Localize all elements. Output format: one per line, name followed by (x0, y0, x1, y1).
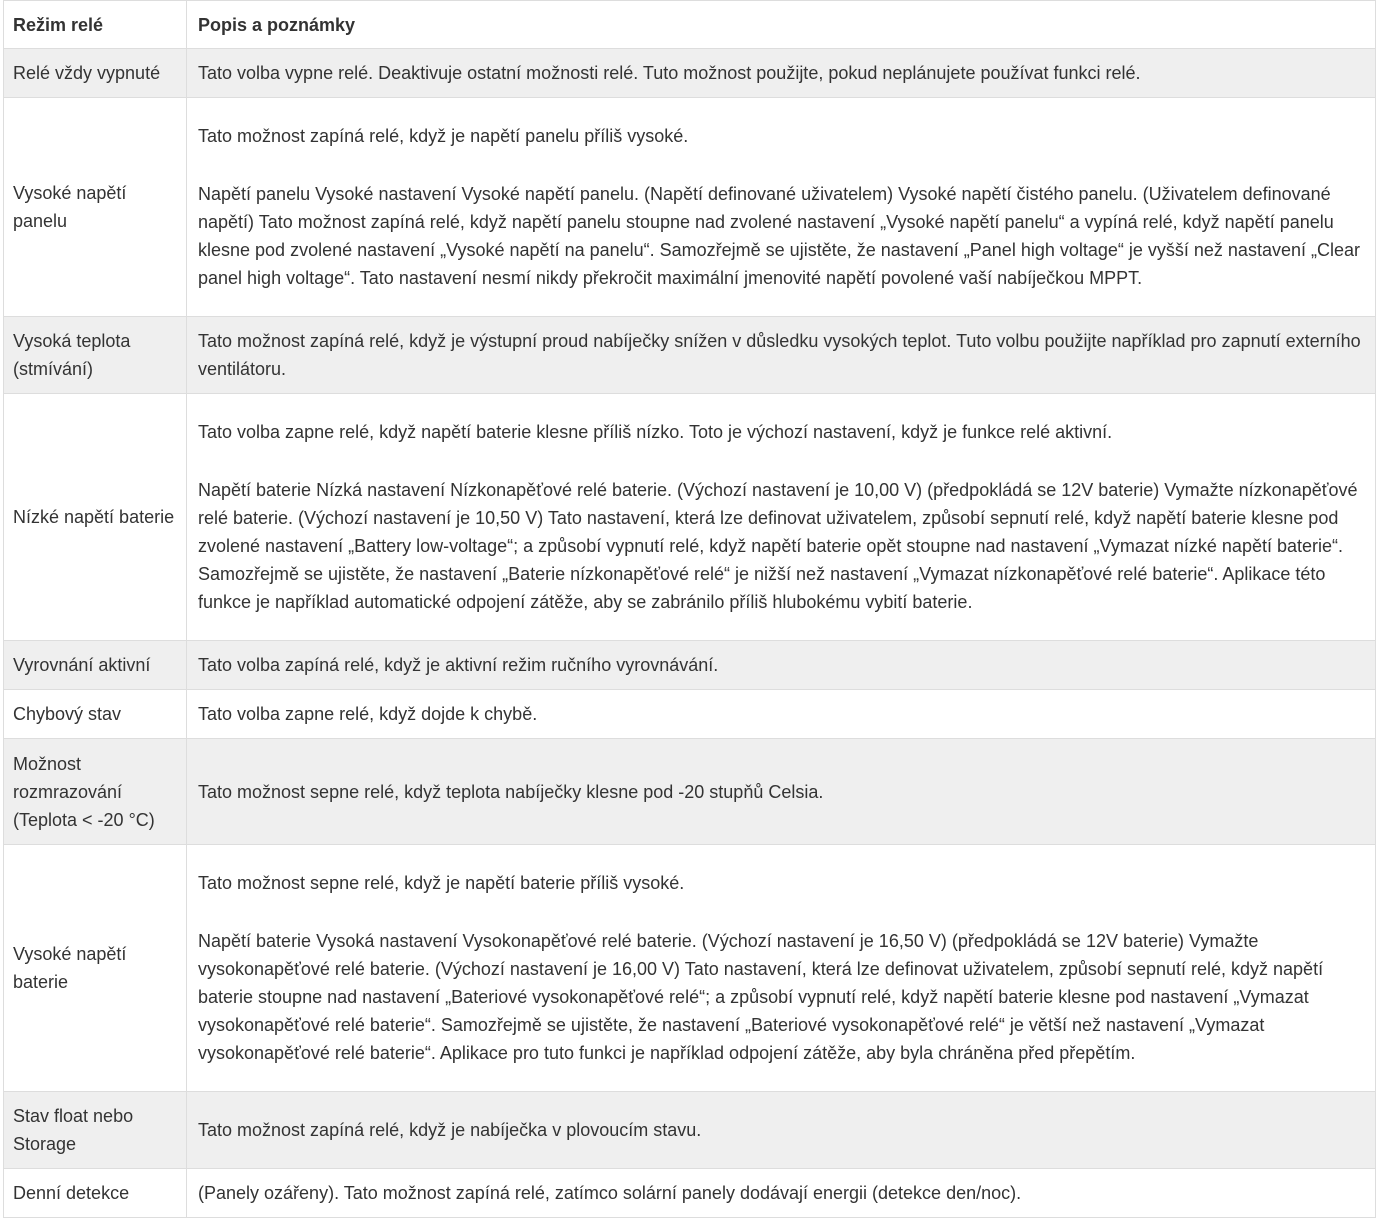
description-cell (187, 49, 1376, 98)
relay-mode-cell: Chybový stav (4, 690, 187, 739)
description-cell (187, 317, 1376, 394)
description-paragraph: Tato možnost zapíná relé, když je nabíječka v plovoucím stavu. (198, 1120, 702, 1140)
table-row (4, 641, 1376, 690)
relay-mode-cell: Vysoké napětí baterie (4, 845, 187, 1092)
description-paragraph: Tato možnost zapíná relé, když je napětí panelu příliš vysoké. (198, 126, 689, 146)
description-cell (187, 739, 1376, 845)
table-row (4, 1169, 1376, 1218)
relay-mode-cell: Vyrovnání aktivní (4, 641, 187, 690)
table-row (4, 739, 1376, 845)
description-cell (187, 394, 1376, 641)
relay-mode-cell: Denní detekce (4, 1169, 187, 1218)
description-paragraph: Napětí panelu Vysoké nastavení Vysoké napětí panelu. (Napětí definované uživatelem) Vysoké napětí čistého panelu. (Uživatelem definované napětí) Tato možnost zapíná relé, když napětí panelu stoupne nad zvolené nastavení „Vysoké napětí panelu“ a vypíná relé, když napětí panelu klesne pod zvolené nastavení „Vysoké napětí na panelu“. Samozřejmě se ujistěte, že nastavení „Panel high voltage“ je vyšší než nastavení „Clear panel high voltage“. Tato nastavení nesmí nikdy překročit maximální jmenovité napětí povolené vaší nabíječkou MPPT. (198, 184, 1360, 288)
table-row (4, 394, 1376, 641)
table-row (4, 98, 1376, 317)
table-header (4, 1, 1376, 49)
table-row (4, 690, 1376, 739)
header-relay-mode: Režim relé (4, 1, 187, 49)
description-cell (187, 1092, 1376, 1169)
table-row (4, 49, 1376, 98)
description-cell (187, 845, 1376, 1092)
description-paragraph: Tato možnost sepne relé, když je napětí baterie příliš vysoké. (198, 873, 685, 893)
relay-mode-cell: Možnost rozmrazování (Teplota < -20 °C) (4, 739, 187, 845)
description-paragraph: Tato volba vypne relé. Deaktivuje ostatní možnosti relé. Tuto možnost použijte, pokud neplánujete používat funkci relé. (198, 63, 1141, 83)
description-paragraph: Tato možnost zapíná relé, když je výstupní proud nabíječky snížen v důsledku vysokých teplot. Tuto volbu použijte například pro zapnutí externího ventilátoru. (198, 331, 1361, 379)
description-paragraph: (Panely ozářeny). Tato možnost zapíná relé, zatímco solární panely dodávají energii (detekce den/noc). (198, 1183, 1022, 1203)
table-row (4, 1092, 1376, 1169)
description-paragraph: Tato volba zapne relé, když dojde k chybě. (198, 704, 538, 724)
relay-modes-table (3, 0, 1376, 1218)
relay-mode-cell: Nízké napětí baterie (4, 394, 187, 641)
relay-mode-cell: Vysoká teplota (stmívání) (4, 317, 187, 394)
header-description: Popis a poznámky (187, 1, 1376, 49)
table-body (4, 49, 1376, 1218)
description-paragraph: Napětí baterie Vysoká nastavení Vysokonapěťové relé baterie. (Výchozí nastavení je 16,50 V) (předpokládá se 12V baterie) Vymažte vysokonapěťové relé baterie. (Výchozí nastavení je 16,00 V) Tato nastavení, která lze definovat uživatelem, způsobí sepnutí relé, když napětí baterie stoupne nad nastavení „Bateriové vysokonapěťové relé“; a způsobí vypnutí relé, když napětí baterie klesne pod nastavení „Vymazat vysokonapěťové relé baterie“. Samozřejmě se ujistěte, že nastavení „Bateriové vysokonapěťové relé“ je větší než nastavení „Vymazat vysokonapěťové relé baterie“. Aplikace pro tuto funkci je například odpojení zátěže, aby byla chráněna před přepětím. (198, 931, 1324, 1063)
relay-mode-cell: Stav float nebo Storage (4, 1092, 187, 1169)
header-row (4, 1, 1376, 49)
description-paragraph: Napětí baterie Nízká nastavení Nízkonapěťové relé baterie. (Výchozí nastavení je 10,00 V) (předpokládá se 12V baterie) Vymažte nízkonapěťové relé baterie. (Výchozí nastavení je 10,50 V) Tato nastavení, která lze definovat uživatelem, způsobí sepnutí relé, když napětí baterie klesne pod zvolené nastavení „Battery low-voltage“; a způsobí vypnutí relé, když napětí baterie opět stoupne nad nastavení „Vymazat nízké napětí baterie“. Samozřejmě se ujistěte, že nastavení „Baterie nízkonapěťové relé“ je nižší než nastavení „Vymazat nízkonapěťové relé baterie“. Aplikace této funkce je například automatické odpojení zátěže, aby se zabránilo příliš hlubokému vybití baterie. (198, 480, 1358, 612)
relay-mode-cell: Vysoké napětí panelu (4, 98, 187, 317)
table-row (4, 845, 1376, 1092)
description-cell (187, 641, 1376, 690)
description-paragraph: Tato volba zapne relé, když napětí baterie klesne příliš nízko. Toto je výchozí nastavení, když je funkce relé aktivní. (198, 422, 1113, 442)
table-row (4, 317, 1376, 394)
description-paragraph: Tato možnost sepne relé, když teplota nabíječky klesne pod -20 stupňů Celsia. (198, 781, 824, 802)
relay-mode-cell: Relé vždy vypnuté (4, 49, 187, 98)
description-paragraph: Tato volba zapíná relé, když je aktivní režim ručního vyrovnávání. (198, 655, 719, 675)
description-cell (187, 98, 1376, 317)
description-cell (187, 690, 1376, 739)
description-cell (187, 1169, 1376, 1218)
